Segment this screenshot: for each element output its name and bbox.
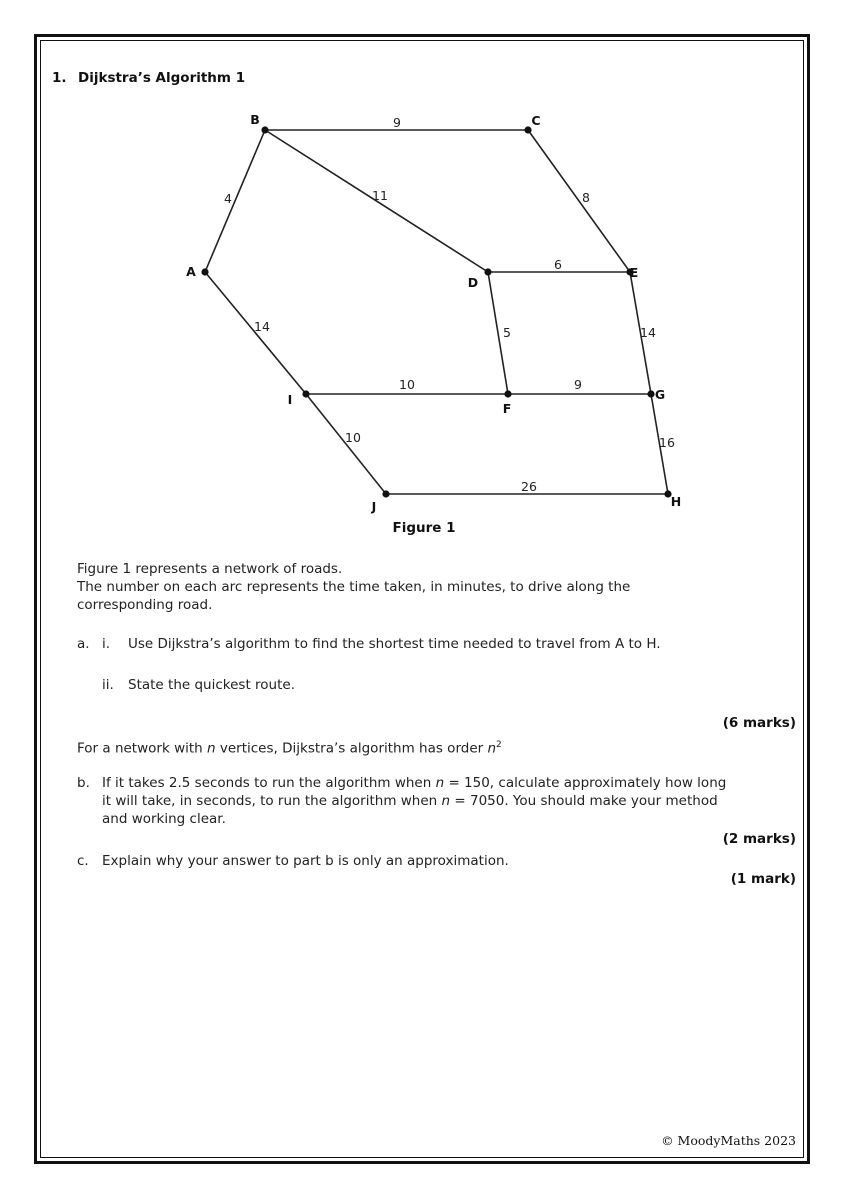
edge-weight-B-C: 9 — [393, 115, 401, 130]
node-G — [647, 390, 654, 397]
intro-line-3: corresponding road. — [77, 597, 213, 613]
question-title: Dijkstra’s Algorithm 1 — [78, 70, 246, 86]
edge-weight-D-F: 5 — [503, 325, 511, 340]
part-a-i-label: i. — [102, 636, 111, 652]
node-J — [382, 490, 389, 497]
part-b-line-1: If it takes 2.5 seconds to run the algorithm when n = 150, calculate approximately how long — [102, 775, 727, 791]
node-label-J: J — [371, 499, 377, 514]
node-B — [261, 126, 268, 133]
node-label-H: H — [670, 494, 682, 509]
edge-weight-C-E: 8 — [582, 190, 590, 205]
part-c-text: Explain why your answer to part b is only an approximation. — [102, 853, 509, 869]
node-label-G: G — [654, 387, 666, 402]
edge-A-B — [205, 130, 265, 272]
edge-weight-J-H: 26 — [521, 479, 537, 494]
node-label-A: A — [186, 264, 196, 279]
edge-weight-D-E: 6 — [554, 257, 562, 272]
node-label-D: D — [467, 275, 479, 290]
edge-weight-G-H: 16 — [659, 435, 675, 450]
node-label-C: C — [531, 113, 541, 128]
question-number: 1. — [52, 70, 67, 86]
order-note: For a network with n vertices, Dijkstra’s algorithm has order $n^2$ — [77, 740, 502, 757]
nodes-layer — [186, 112, 681, 514]
network-diagram — [0, 0, 848, 560]
part-c-letter: c. — [77, 853, 89, 869]
part-c-marks: (1 mark) — [730, 871, 796, 887]
intro-line-1: Figure 1 represents a network of roads. — [77, 561, 343, 577]
part-a-ii-text: State the quickest route. — [128, 677, 295, 693]
part-b-line-2: it will take, in seconds, to run the algorithm when n = 7050. You should make your method — [102, 793, 718, 809]
intro-line-2: The number on each arc represents the time taken, in minutes, to drive along the — [77, 579, 631, 595]
edges-layer — [205, 115, 675, 494]
copyright-footer: © MoodyMaths 2023 — [661, 1133, 796, 1148]
edge-weight-I-F: 10 — [399, 377, 415, 392]
part-a-letter: a. — [77, 636, 90, 652]
node-label-B: B — [250, 112, 260, 127]
node-label-E: E — [629, 265, 639, 280]
node-label-F: F — [502, 401, 512, 416]
node-I — [302, 390, 309, 397]
edge-weight-A-B: 4 — [224, 191, 232, 206]
part-a-i-text: Use Dijkstra’s algorithm to find the shortest time needed to travel from A to H. — [128, 636, 661, 652]
edge-weight-I-J: 10 — [345, 430, 361, 445]
part-a-ii-label: ii. — [102, 677, 114, 693]
part-b-marks: (2 marks) — [722, 831, 796, 847]
edge-weight-B-D: 11 — [372, 188, 388, 203]
part-b-line-3: and working clear. — [102, 811, 226, 827]
edge-weight-F-G: 9 — [574, 377, 582, 392]
edge-C-E — [528, 130, 630, 272]
part-a-marks: (6 marks) — [722, 715, 796, 731]
node-label-I: I — [287, 392, 293, 407]
part-b-letter: b. — [77, 775, 90, 791]
edge-weight-E-G: 14 — [640, 325, 656, 340]
node-A — [201, 268, 208, 275]
node-D — [484, 268, 491, 275]
node-F — [504, 390, 511, 397]
edge-weight-A-I: 14 — [254, 319, 270, 334]
figure-caption: Figure 1 — [392, 520, 456, 536]
